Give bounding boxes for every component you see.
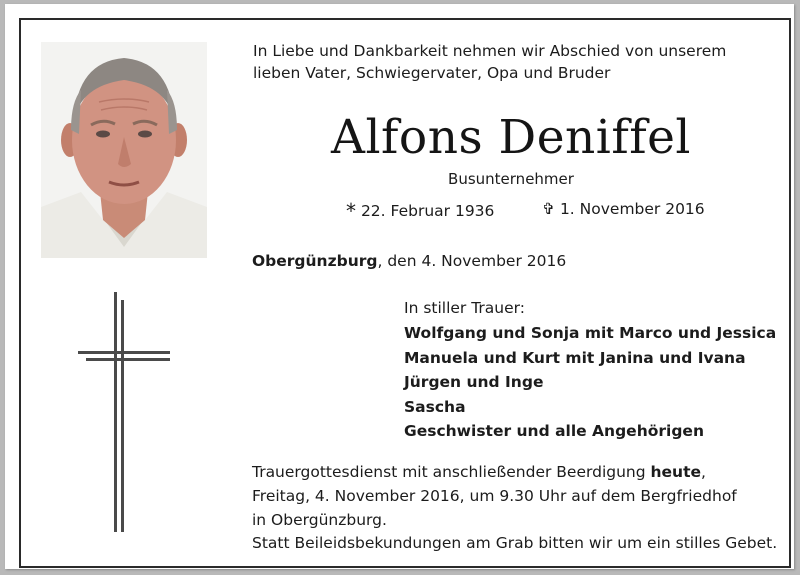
place-name: Obergünzburg (252, 252, 378, 270)
mourner-entry: Wolfgang und Sonja mit Marco und Jessica (404, 324, 777, 342)
intro-line-1: In Liebe und Dankbarkeit nehmen wir Abschied von unserem (253, 42, 727, 60)
deceased-occupation: Busunternehmer (448, 170, 574, 188)
service-today: heute (650, 463, 702, 481)
death-date-line (542, 198, 705, 220)
portrait-photo (41, 42, 207, 258)
birth-date: 22. Februar 1936 (360, 202, 495, 220)
death-date: 1. November 2016 (559, 200, 705, 218)
mourners-list (404, 321, 776, 444)
death-cross-icon: ✞ (542, 200, 555, 218)
intro-line-2: lieben Vater, Schwiegervater, Opa und Bruder (253, 64, 611, 82)
service-line-1-end: , (701, 463, 706, 481)
service-line-2: Freitag, 4. November 2016, um 9.30 Uhr auf dem Bergfriedhof (252, 487, 737, 505)
intro-text (253, 40, 726, 84)
mourner-entry: Sascha (404, 397, 466, 416)
place-date: , den 4. November 2016 (377, 252, 567, 270)
deceased-name: Alfons Deniffel (331, 110, 691, 165)
birth-star-icon: * (346, 199, 356, 223)
mourning-intro: In stiller Trauer: (404, 299, 525, 317)
birth-date-line (346, 198, 494, 222)
mourner-entry: Geschwister und alle Angehörigen (404, 422, 704, 440)
portrait-illustration (41, 42, 207, 258)
obituary-card (5, 4, 794, 569)
closing-note: Statt Beileidsbekundungen am Grab bitten wir um ein stilles Gebet. (252, 534, 778, 552)
service-line-3: in Obergünzburg. (252, 511, 387, 529)
cross-icon (78, 292, 170, 532)
place-date-line (252, 250, 566, 272)
service-notice (252, 460, 737, 532)
service-line-1-start: Trauergottesdienst mit anschließender Beerdigung (252, 463, 651, 481)
mourner-entry: Manuela und Kurt mit Janina und Ivana (404, 348, 746, 367)
mourner-entry: Jürgen und Inge (404, 373, 544, 391)
